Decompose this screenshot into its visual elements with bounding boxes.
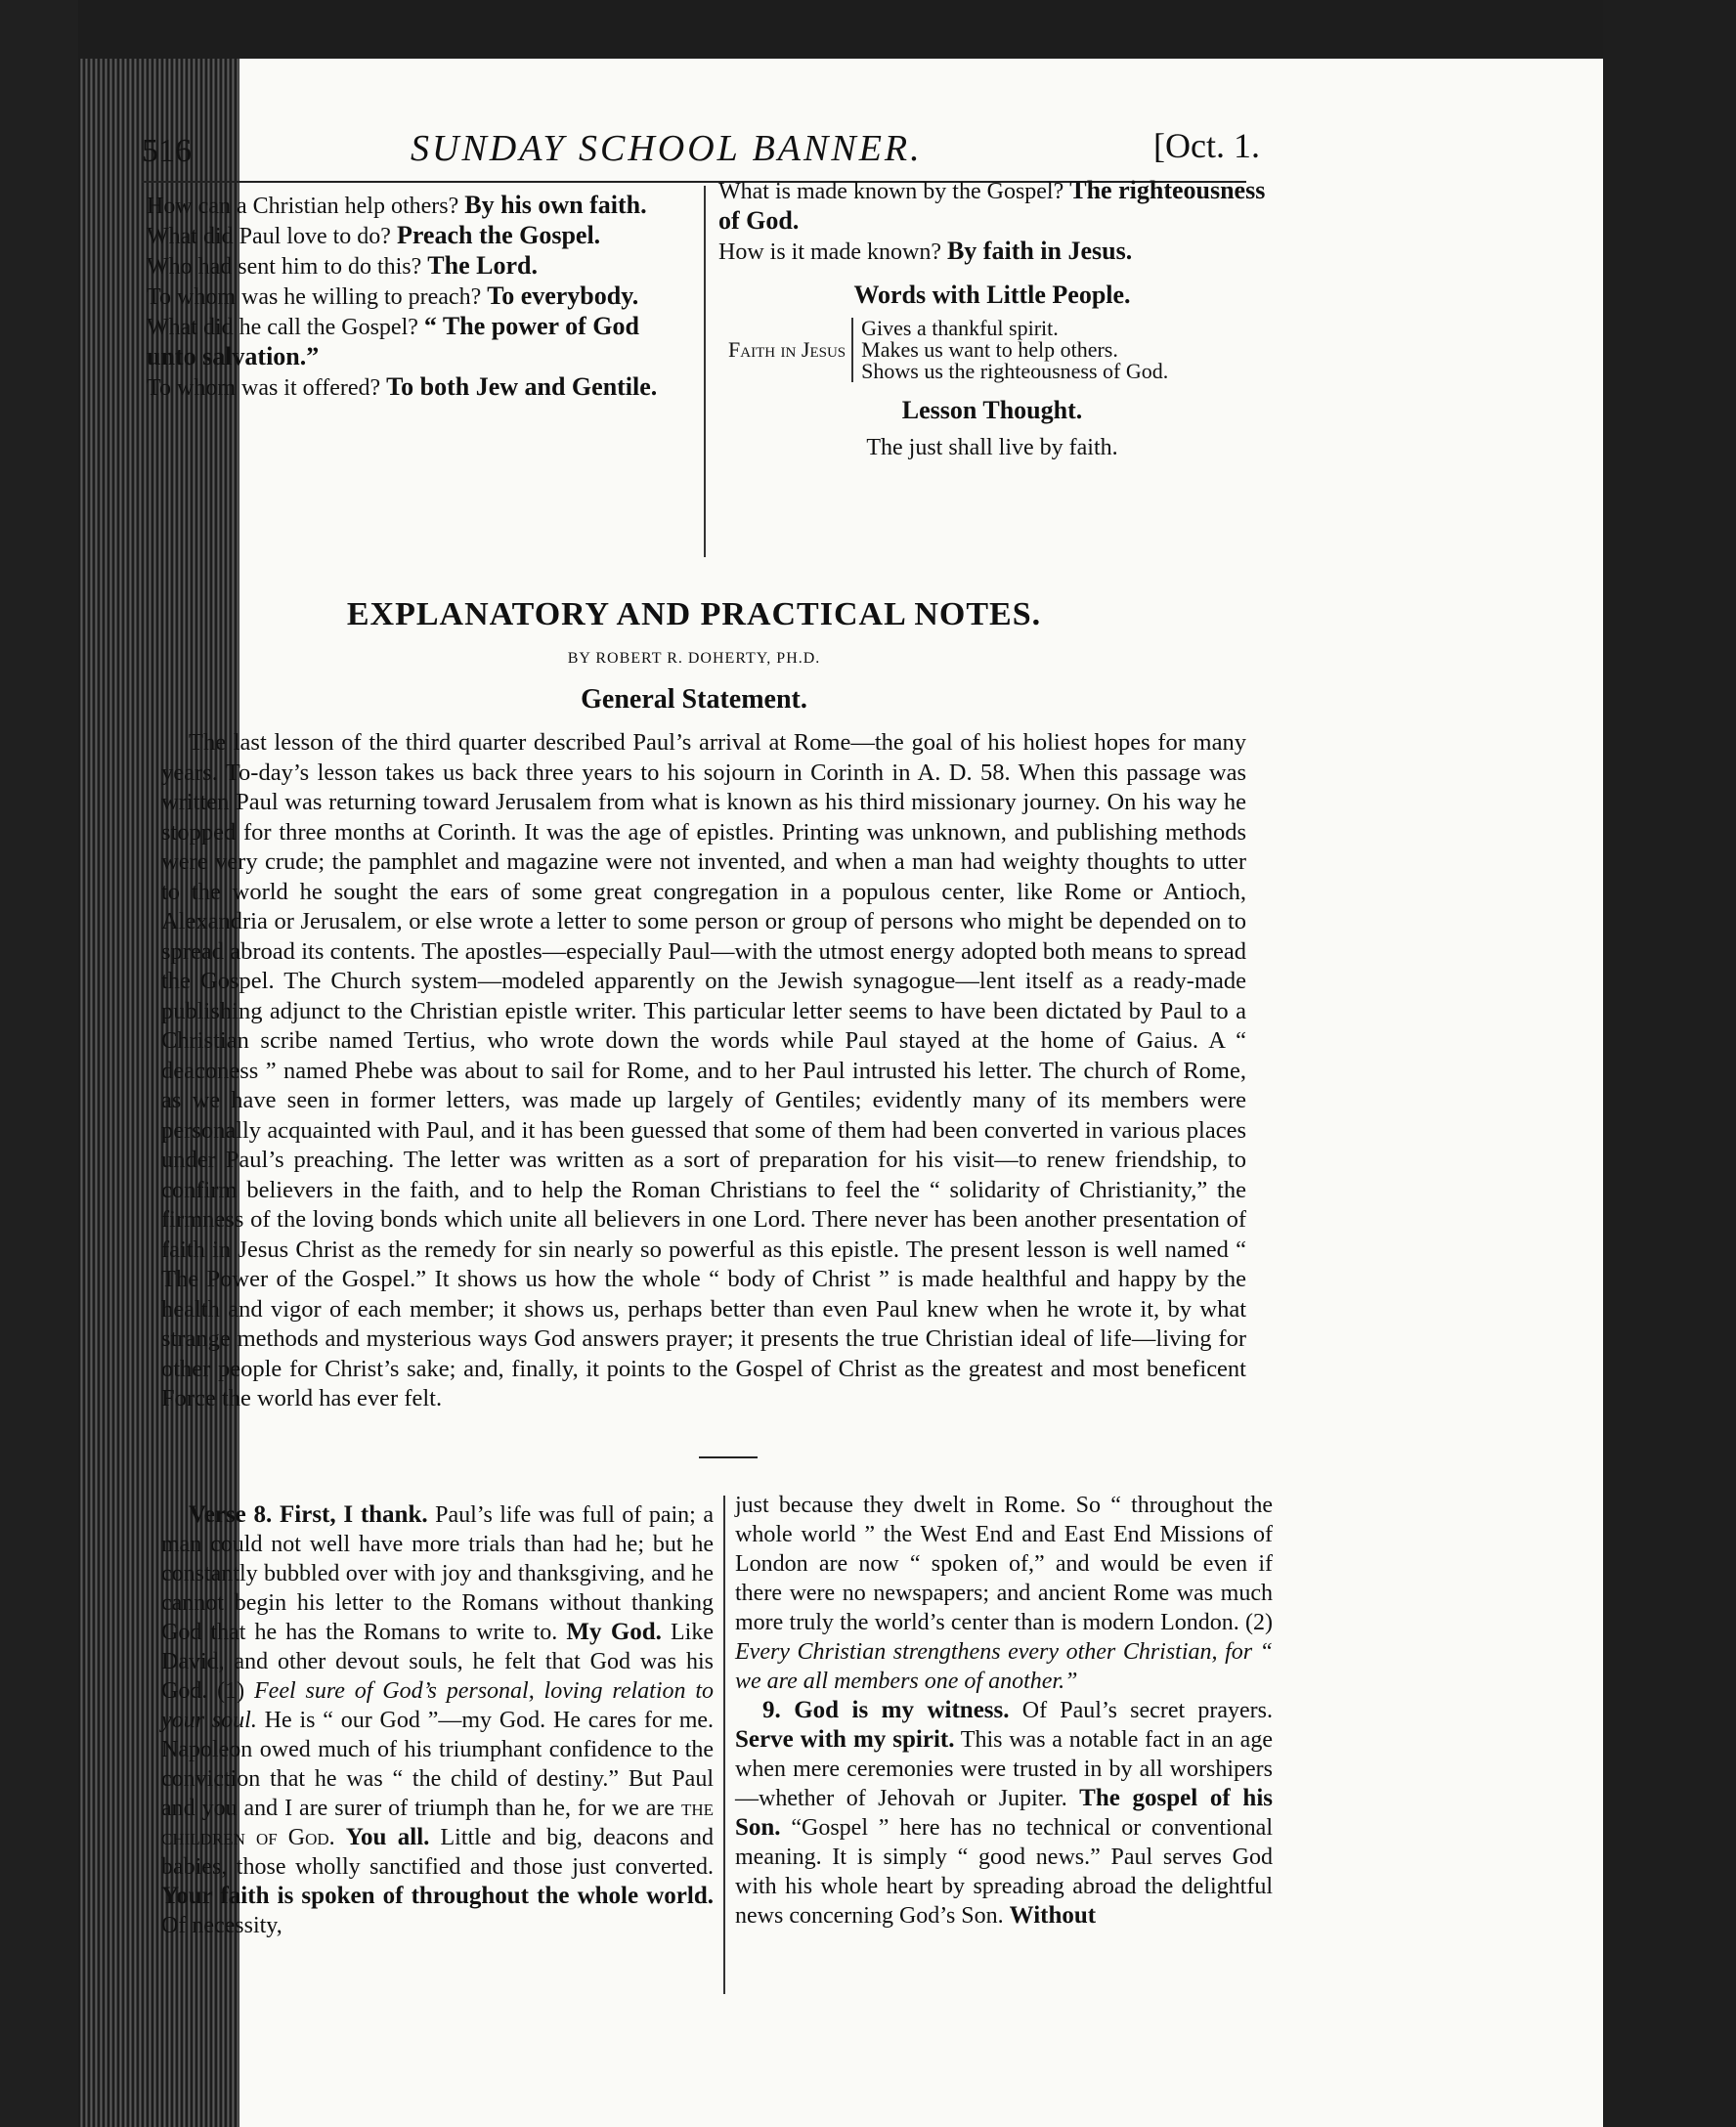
qa-item: How can a Christian help others? By his own faith. xyxy=(147,191,647,219)
qa-item: How is it made known? By faith in Jesus. xyxy=(718,237,1133,265)
faith-item: Shows us the righteousness of God. xyxy=(861,359,1169,383)
faith-list xyxy=(851,318,1168,382)
faith-item: Gives a thankful spirit. xyxy=(861,316,1059,340)
text-run: Like David, and other devout souls, he felt that God was his God. (1) xyxy=(161,1620,715,1704)
book-top-shadow xyxy=(78,0,1642,59)
qa-item: What did Paul love to do? Preach the Gospel. xyxy=(147,221,601,249)
qa-item: To whom was it offered? To both Jew and Gentile. xyxy=(147,372,658,401)
lesson-thought: The just shall live by faith. xyxy=(866,435,1118,460)
right-qa-column xyxy=(718,176,1266,462)
left-qa-column xyxy=(147,191,694,403)
faith-in-jesus-block xyxy=(728,318,1266,382)
issue-date: [Oct. 1. xyxy=(1153,126,1260,165)
page-number: 516 xyxy=(142,133,192,169)
text-run: Verse 8. First, I thank. xyxy=(189,1501,428,1528)
qa-item: Who had sent him to do this? The Lord. xyxy=(147,251,538,280)
text-run: This was a notable fact in an age when mere ceremonies were trusted in by all worshipers—whether of Jehovah or Jupiter. xyxy=(735,1727,1273,1811)
column-divider xyxy=(704,186,706,557)
qa-item: What is made known by the Gospel? The righteousness of God. xyxy=(718,176,1266,235)
verse-left-column xyxy=(161,1500,714,1940)
faith-label: Faith in Jesus xyxy=(728,337,846,362)
text-run: Every Christian strengthens every other Christian, for “ we are all members one of another.” xyxy=(735,1639,1273,1694)
text-run: My God. xyxy=(566,1619,662,1645)
byline: BY ROBERT R. DOHERTY, PH.D. xyxy=(567,650,821,667)
faith-item: Makes us want to help others. xyxy=(861,337,1118,362)
text-run: the children of God. xyxy=(161,1796,714,1850)
qa-item: What did he call the Gospel? “ The power of God unto salvation.” xyxy=(147,312,639,370)
text-run: Serve with my spirit. xyxy=(735,1726,955,1753)
text-run: Your faith is spoken of throughout the whole world. xyxy=(161,1883,714,1909)
notes-title: EXPLANATORY AND PRACTICAL NOTES. xyxy=(346,596,1042,632)
lesson-thought-heading: Lesson Thought. xyxy=(901,396,1083,424)
text-run: He is “ our God ”—my God. He cares for me. Napoleon owed much of his triumphant confidence to the conviction that he was “ the child of destiny.” But Paul and you and I are surer of triumph than he, for we are xyxy=(161,1708,715,1821)
text-run xyxy=(335,1825,346,1850)
text-run: Of Paul’s secret prayers. xyxy=(1009,1698,1273,1723)
text-run: Without xyxy=(1009,1902,1097,1929)
text-run: 9. God is my witness. xyxy=(762,1697,1010,1723)
text-run: Of necessity, xyxy=(161,1913,282,1938)
text-run: Feel sure of God’s personal, loving relation to your soul. xyxy=(161,1678,714,1733)
general-statement-body: The last lesson of the third quarter described Paul’s arrival at Rome—the goal of his holiest hopes for many years. To-day’s lesson takes us back three years to his sojourn in Corinth in A. D. 58. When this passage was written Paul was returning toward Jerusalem from what is known as his third missionary journey. On his way he stopped for three months at Corinth. It was the age of epistles. Printing was unknown, and publishing methods were very crude; the pamphlet and magazine were not invented, and when a man had weighty thoughts to utter to the world he sought the ears of some great congregation in a populous center, like Rome or Antioch, Alexandria or Jerusalem, or else wrote a letter to some person or group of persons who might be depended on to spread abroad its contents. The apostles—especially Paul—with the utmost energy adopted both means to spread the Gospel. The Church system—modeled apparently on the Jewish synagogue—lent itself as a ready-made publishing adjunct to the Christian epistle writer. This particular letter seems to have been dictated by Paul to a Christian scribe named Tertius, who wrote down the words while Paul stayed at the home of Gaius. A “ deaconess ” named Phebe was about to sail for Rome, and to her Paul intrusted his letter. The church of Rome, as we have seen in former letters, was made up largely of Gentiles; evidently many of its members were personally acquainted with Paul, and it has been guessed that some of them had been converted in various places under Paul’s preaching. The letter was written as a sort of preparation for his visit—to renew friendship, to confirm believers in the faith, and to help the Roman Christians to feel the “ solidarity of Christianity,” the firmness of the loving bonds which unite all believers in one Lord. There never has been another presentation of faith in Jesus Christ as the remedy for sin nearly so powerful as this epistle. The present lesson is well named “ The Power of the Gospel.” It shows us how the whole “ body of Christ ” is made healthful and happy by the health and vigor of each member; it shows us, perhaps better than even Paul knew when he wrote it, by what strange methods and mysterious ways God answers prayer; it presents the true Christian ideal of life—living for other people for Christ’s sake; and, finally, it points to the Gospel of Christ as the greatest and most beneficent Force the world has ever felt. xyxy=(161,729,1246,1411)
book-spine-shadow xyxy=(0,0,78,2127)
verse-paragraph xyxy=(735,1696,1273,1931)
qa-item: To whom was he willing to preach? To everybody. xyxy=(147,282,639,310)
text-run: The gospel of his Son. xyxy=(735,1785,1273,1841)
text-run: You all. xyxy=(345,1824,430,1850)
text-run: “Gospel ” here has no technical or conventional meaning. It is simply “ good news.” Paul serves God with his whole heart by spreading abroad the delightful news concerning God’s Son. xyxy=(735,1815,1273,1929)
journal-title: SUNDAY SCHOOL BANNER. xyxy=(411,128,923,169)
book-right-shadow xyxy=(1603,0,1736,2127)
general-statement-heading: General Statement. xyxy=(581,684,807,715)
verse-right-column xyxy=(735,1491,1273,1931)
verse-paragraph xyxy=(735,1491,1273,1696)
words-heading: Words with Little People. xyxy=(853,281,1131,309)
text-run: just because they dwelt in Rome. So “ throughout the whole world ” the West End and East End Missions of London are now “ spoken of,” and would be even if there were no newspapers; and ancient Rome was much more truly the world’s center than is modern London. (2) xyxy=(735,1493,1273,1635)
text-run: Paul’s life was full of pain; a man could not well have more trials than had he; but he constantly bubbled over with joy and thanksgiving, and he cannot begin his letter to the Romans without thanking God that he has the Romans to write to. xyxy=(161,1502,714,1645)
section-rule xyxy=(699,1456,758,1458)
text-run: Little and big, deacons and babies, those wholly sanctified and those just converted. xyxy=(161,1825,714,1880)
column-divider xyxy=(723,1496,725,1994)
